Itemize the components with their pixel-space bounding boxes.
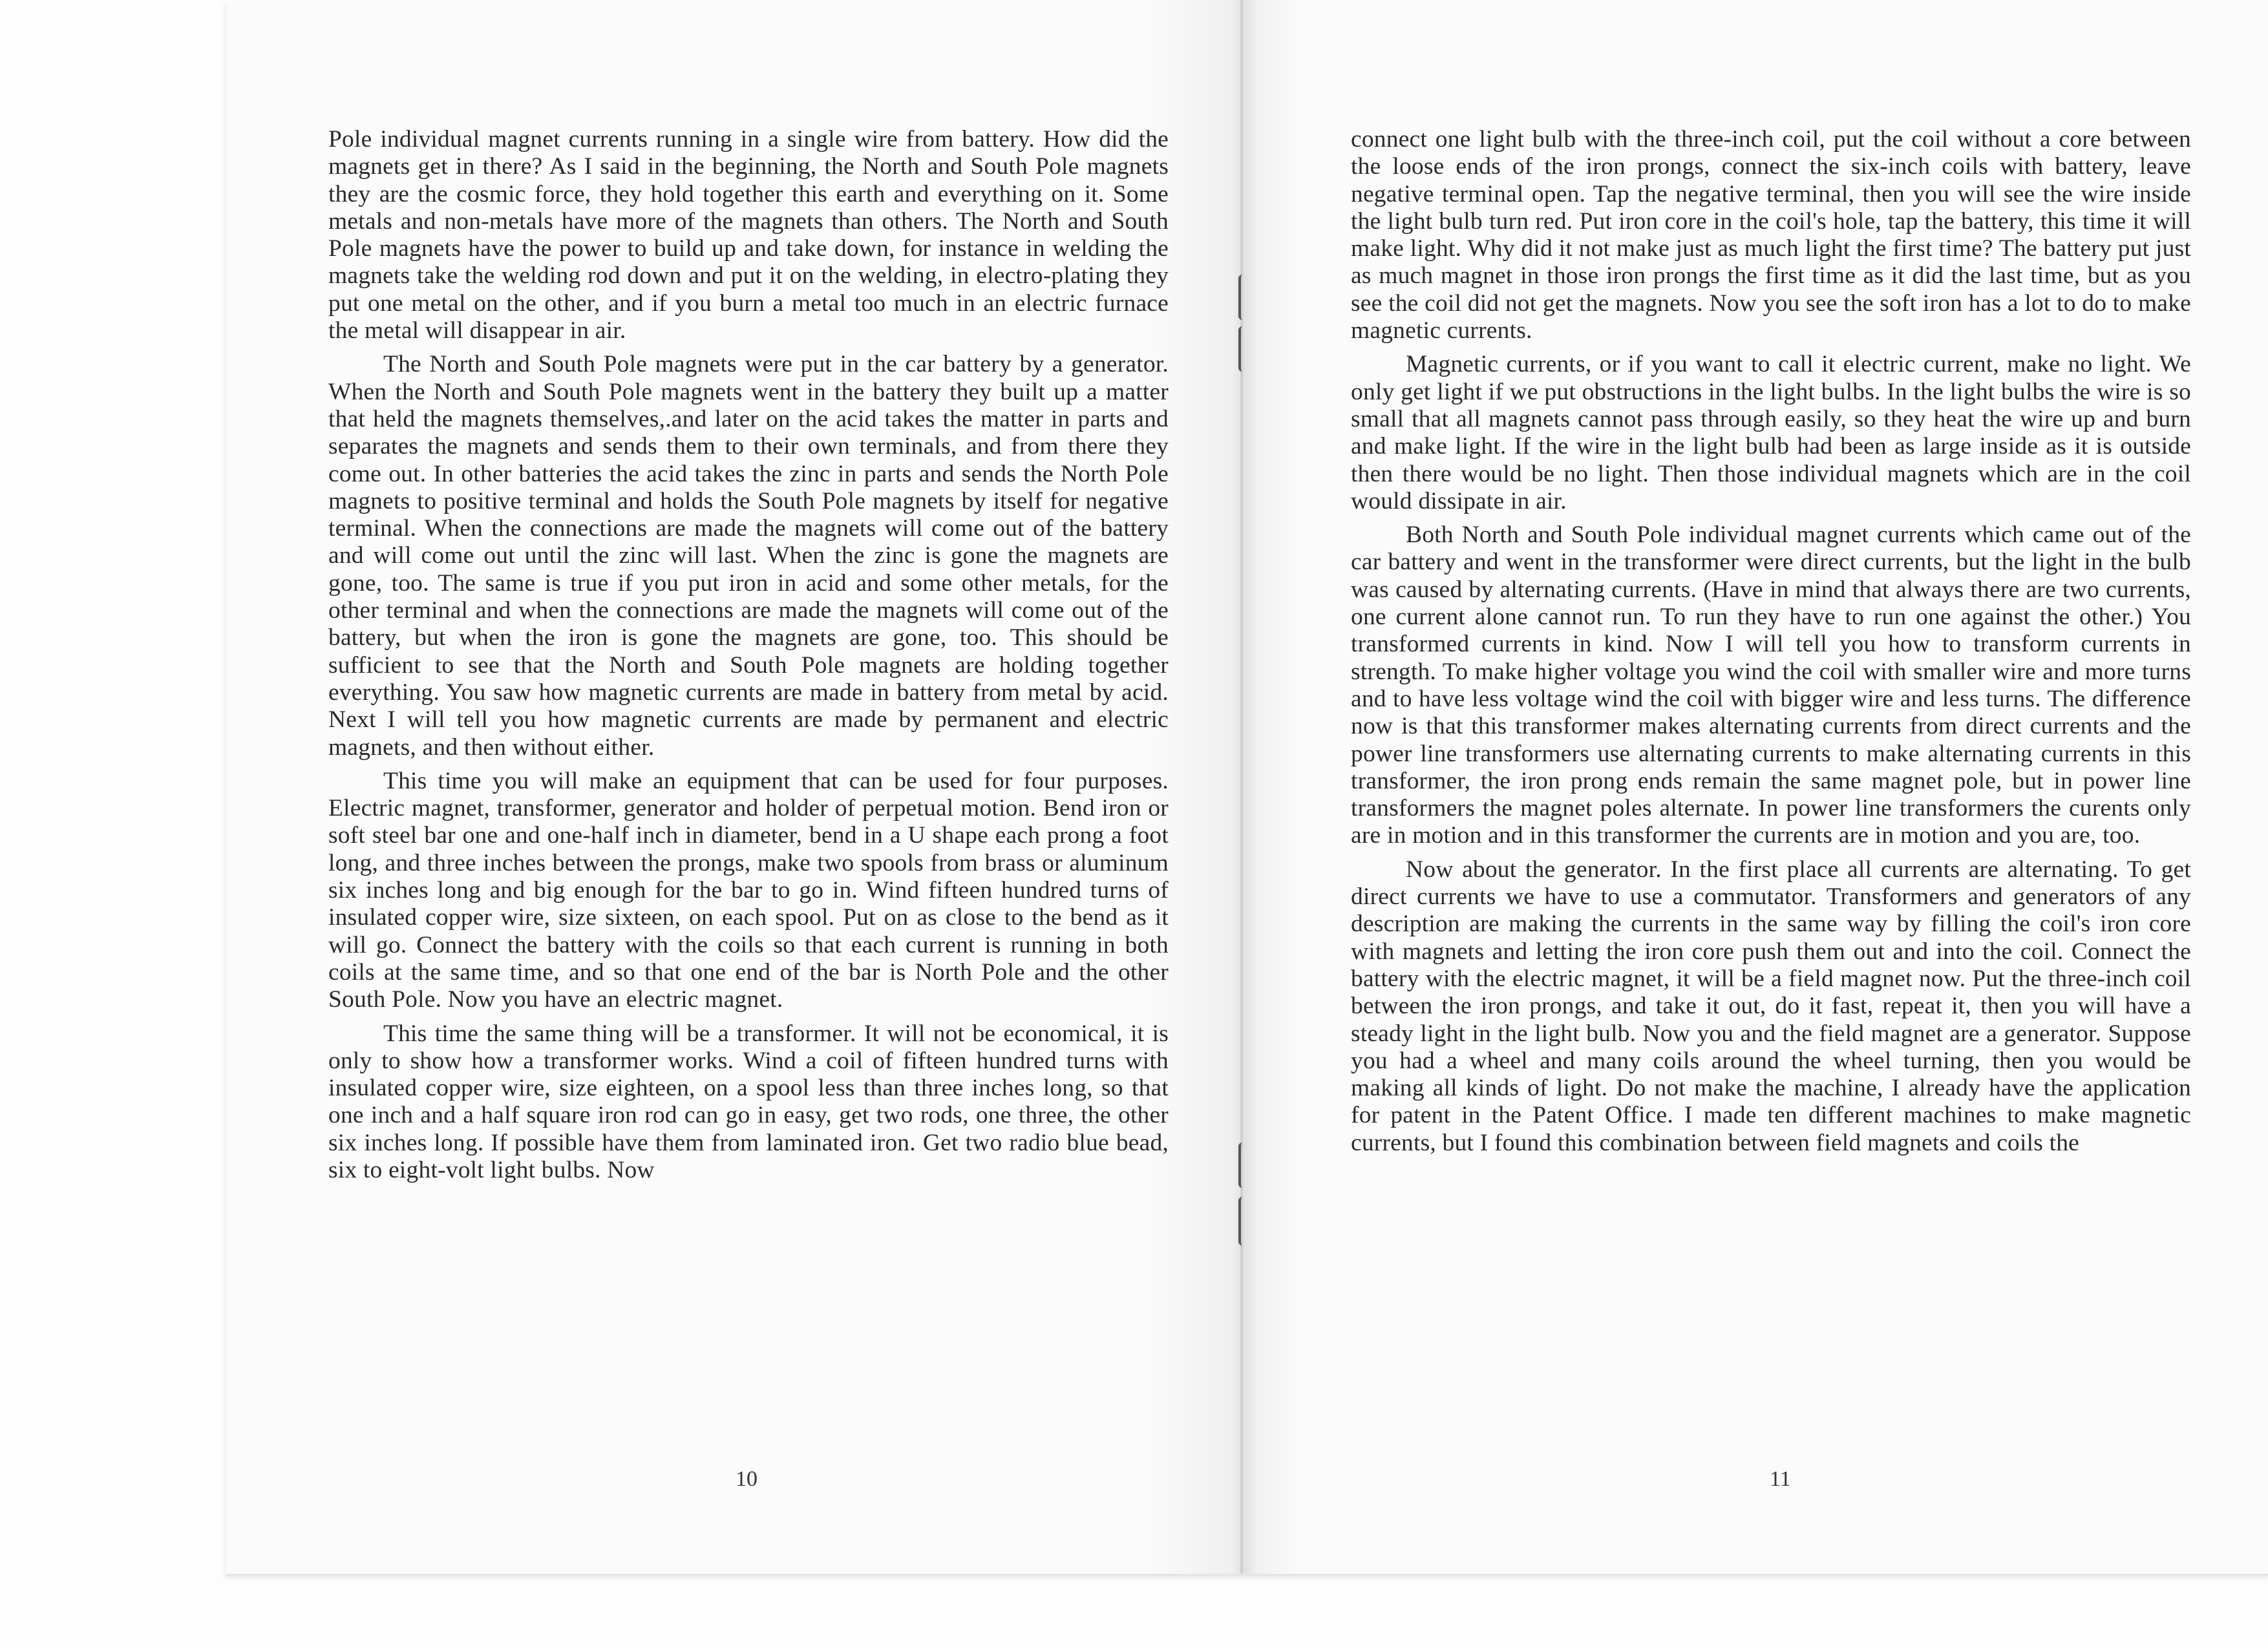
page-number-left: 10 xyxy=(736,1467,758,1491)
staple-top-upper xyxy=(1238,275,1249,320)
staple-bottom-lower xyxy=(1238,1197,1249,1245)
left-page-text xyxy=(328,126,1169,1190)
left-paragraph-4: This time the same thing will be a transformer. It will not be economical, it is only to show how a transformer works. Wind a coil of fifteen hundred turns with insulated copper wire, size eighteen, on a spool less than three inches long, so that one inch and a half square iron rod can go in easy, get two rods, one three, the other six inches long. If possible have them from laminated iron. Get two radio blue bead, six to eight-volt light bulbs. Now xyxy=(328,1020,1169,1183)
left-paragraph-3: This time you will make an equipment that can be used for four purposes. Electric magnet, transformer, generator and holder of perpetual motion. Bend iron or soft steel bar one and one-half inch in diameter, bend in a U shape each prong a foot long, and three inches between the prongs, make two spools from brass or aluminum six inches long and big enough for the bar to go in. Wind fifteen hundred turns of insulated copper wire, size sixteen, on each spool. Put on as close to the bend as it will go. Connect the battery with the coils so that each current is running in both coils at the same time, and so that one end of the bar is North Pole and the other South Pole. Now you have an electric magnet. xyxy=(328,767,1169,1013)
staple-top-lower xyxy=(1238,326,1249,372)
right-page-text xyxy=(1351,126,2191,1163)
page-number-right: 11 xyxy=(1770,1467,1791,1491)
left-paragraph-1: Pole individual magnet currents running in a single wire from battery. How did the magnets get in there? As I said in the beginning, the North and South Pole magnets they are the cosmic force, they hold together this earth and everything on it. Some metals and non-metals have more of the magnets than others. The North and South Pole magnets have the power to build up and take down, for instance in welding the magnets take the welding rod down and put it on the welding, in electro-plating they put one metal on the other, and if you burn a metal too much in an electric furnace the metal will disappear in air. xyxy=(328,126,1169,344)
right-paragraph-3: Both North and South Pole individual magnet currents which came out of the car battery and went in the transformer were direct currents, but the light in the bulb was caused by alternating currents. (Have in mind that always there are two currents, one current alone cannot run. To run they have to run one against the other.) You transformed currents in kind. Now I will tell you how to transform currents in strength. To make higher voltage you wind the coil with smaller wire and more turns and to have less voltage wind the coil with bigger wire and less turns. The difference now is that this transformer makes alternating currents from direct currents and the power line transformers use alternating currents to make alternating currents in this transformer, the iron prong ends remain the same magnet pole, but in power line transformers the magnet poles alternate. In power line transformers the curents only are in motion and in this transformer the currents are in motion and you are, too. xyxy=(1351,522,2191,849)
right-paragraph-4: Now about the generator. In the first place all currents are alternating. To get direct currents we have to use a commutator. Transformers and generators of any description are making the currents in the same way by filling the coil's iron core with magnets and letting the iron core push them out and into the coil. Connect the battery with the electric magnet, it will be a field magnet now. Put the three-inch coil between the iron prongs, and take it out, do it fast, repeat it, then you will have a steady light in the light bulb. Now you and the field magnet are a generator. Suppose you had a wheel and many coils around the wheel turning, then you would be making all kinds of light. Do not make the machine, I already have the application for patent in the Patent Office. I made ten different machines to make magnetic currents, but I found this combination between field magnets and coils the xyxy=(1351,856,2191,1156)
right-paragraph-1: connect one light bulb with the three-inch coil, put the coil without a core between the loose ends of the iron prongs, connect the six-inch coils with battery, leave negative terminal open. Tap the negative terminal, then you will see the wire inside the light bulb turn red. Put iron core in the coil's hole, tap the battery, this time it will make light. Why did it not make just as much light the first time? The battery put just as much magnet in those iron prongs the first time as it did the last time, but as you see the coil did not get the magnets. Now you see the soft iron has a lot to do to make magnetic currents. xyxy=(1351,126,2191,344)
right-paragraph-2: Magnetic currents, or if you want to call it electric current, make no light. We only get light if we put obstructions in the light bulbs. In the light bulbs the wire is so small that all magnets cannot pass through easily, so they heat the wire up and burn and make light. If the wire in the light bulb had been as large inside as it is outside then there would be no light. Then those individual magnets which are in the coil would dissipate in air. xyxy=(1351,351,2191,514)
booklet-gutter xyxy=(1240,0,1243,1574)
staple-bottom-upper xyxy=(1238,1143,1249,1188)
booklet-bottom-edge xyxy=(226,1574,2268,1576)
left-paragraph-2: The North and South Pole magnets were put in the car battery by a generator. When the North and South Pole magnets went in the battery they built up a matter that held the magnets themselves,.and later on the acid takes the matter in parts and separates the magnets and sends them to their own terminals, and from there they come out. In other batteries the acid takes the zinc in parts and sends the North Pole magnets to positive terminal and holds the South Pole magnets by itself for negative terminal. When the connections are made the magnets will come out of the battery and will come out until the zinc will last. When the zinc is gone the magnets are gone, too. The same is true if you put iron in acid and some other metals, for the other terminal and when the connections are made the magnets will come out of the battery, but when the iron is gone the magnets are gone, too. This should be sufficient to see that the North and South Pole magnets are holding together everything. You saw how magnetic currents are made in battery from metal by acid. Next I will tell you how magnetic currents are made by permanent and electric magnets, and then without either. xyxy=(328,351,1169,761)
